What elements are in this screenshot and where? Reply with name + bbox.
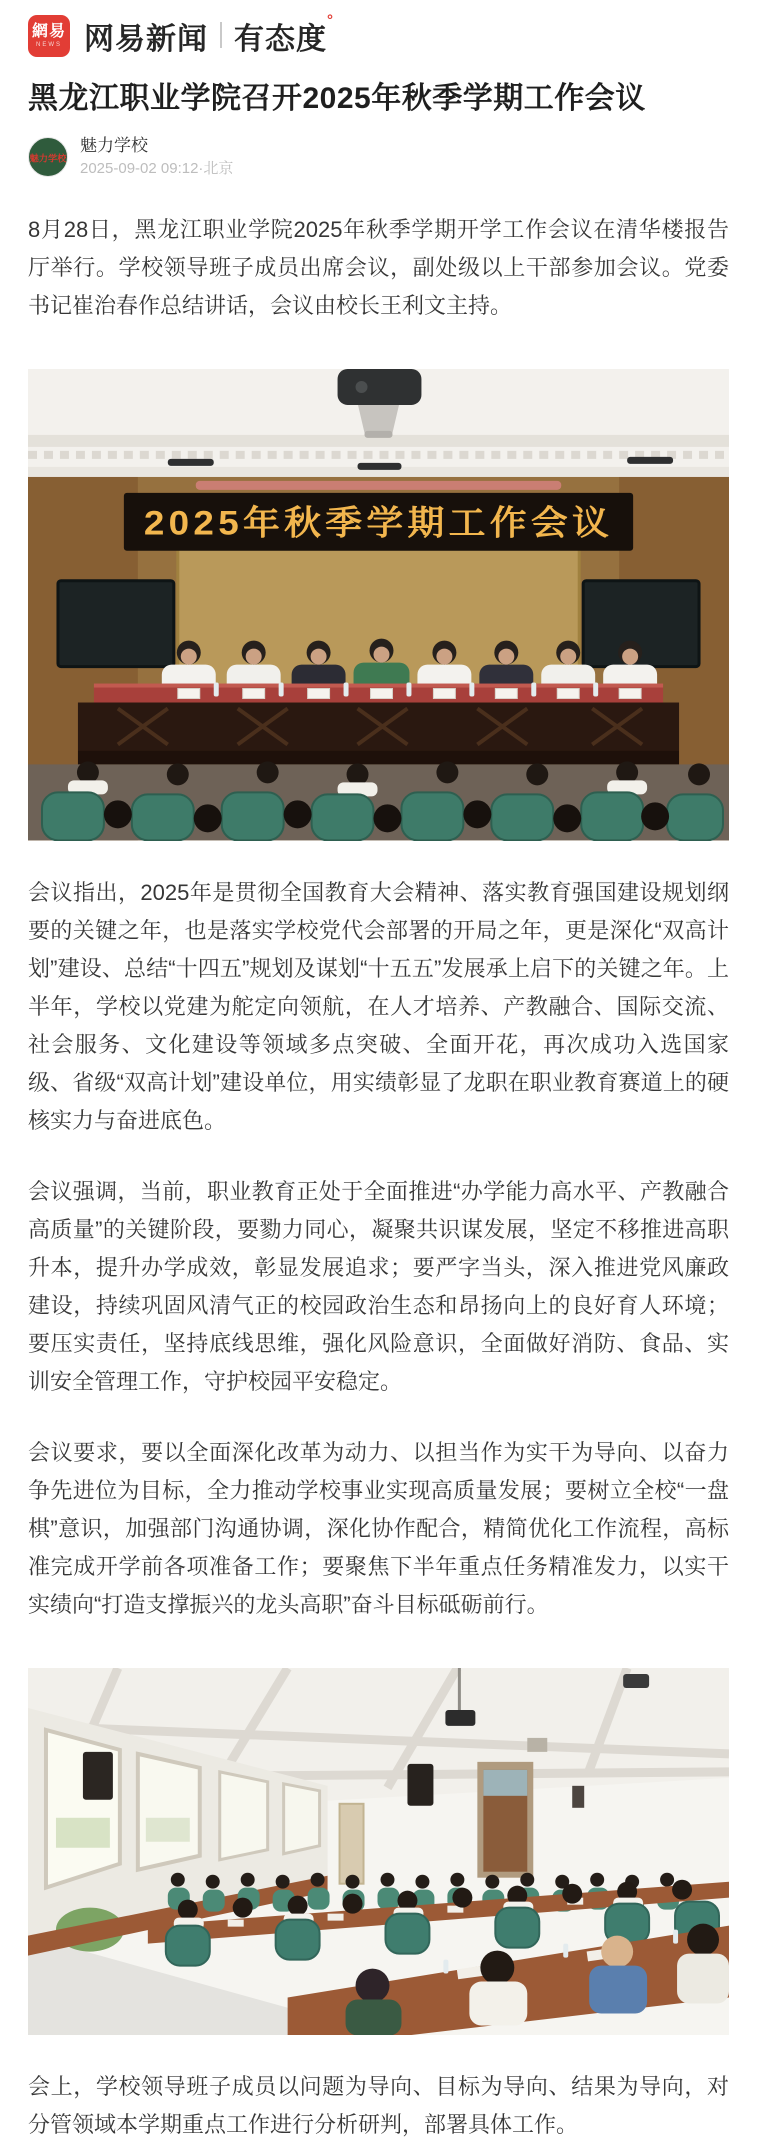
brand-divider (220, 22, 222, 48)
netease-logo-subtext: NEWS (36, 42, 62, 48)
article-photo-audience-room[interactable] (28, 1668, 729, 2035)
author-avatar-text: 魅力学校 (29, 153, 67, 165)
article-title: 黑龙江职业学院召开2025年秋季学期工作会议 (28, 82, 646, 115)
photo1-head-table (78, 683, 679, 765)
article-paragraph: 8月28日，黑龙江职业学院2025年秋季学期开学工作会议在清华楼报告厅举行。学校领导班子成员出席会议，副处级以上干部参加会议。党委书记崔治春作总结讲话，会议由校长王利文主持。 (28, 217, 729, 319)
photo2-illustration (28, 1668, 729, 2035)
site-header (28, 0, 729, 60)
publish-meta: 2025-09-02 09:12·北京 (80, 160, 234, 178)
article-photo-meeting-stage[interactable] (28, 369, 729, 840)
author-avatar[interactable] (28, 137, 68, 177)
article-paragraph: 会议指出，2025年是贯彻全国教育大会精神、落实教育强国建设规划纲要的关键之年，也是落实学校党代会部署的开局之年，更是深化“双高计划”建设、总结“十四五”规划及谋划“十五五”发展承上启下的关键之年。上半年，学校以党建为舵定向领航，在人才培养、产教融合、国际交流、社会服务、文化建设等领域多点突破、全面开花，再次成功入选国家级、省级“双高计划”建设单位，用实绩彰显了龙职在职业教育赛道上的硬核实力与奋进底色。 (28, 879, 729, 1133)
photo2-cabinet (340, 1804, 364, 1884)
slogan-trademark-icon: ° (327, 12, 333, 29)
photo1-illustration (28, 369, 729, 840)
brand-lockup (84, 14, 333, 58)
netease-logo-text: 網易 (31, 23, 66, 40)
photo1-banner-text: 2025年秋季学期工作会议 (143, 505, 577, 544)
author-info (80, 136, 233, 178)
article-body (28, 78, 729, 2144)
article-paragraph: 会议强调，当前，职业教育正处于全面推进“办学能力高水平、产教融合高质量”的关键阶段，要勠力同心，凝聚共识谋发展，坚定不移推进高职升本，提升办学成效，彰显发展追求；要严字当头，深入推进党风廉政建设，持续巩固风清气正的校园政治生态和昂扬向上的良好育人环境；要压实责任，坚持底线思维，强化风险意识，全面做好消防、食品、实训安全管理工作，守护校园平安稳定。 (28, 1178, 729, 1394)
author-name[interactable]: 魅力学校 (80, 136, 148, 155)
brand-slogan: 有态度 (234, 23, 327, 56)
photo2-door (477, 1762, 533, 1878)
article-paragraph: 会议要求，要以全面深化改革为动力、以担当作为实干为导向、以奋力争先进位为目标，全力推动学校事业实现高质量发展；要树立全校“一盘棋”意识，加强部门沟通协调，深化协作配合，精简优化工作流程，高标准完成开学前各项准备工作；要聚焦下半年重点任务精准发力，以实干实绩向“打造支撑振兴的龙头高职”奋斗目标砥砺前行。 (28, 1439, 729, 1617)
photo1-audience (28, 762, 729, 841)
author-row (28, 136, 729, 178)
article-paragraph: 会上，学校领导班子成员以问题为导向、目标为导向、结果为导向，对分管领域本学期重点工作进行分析研判，部署具体工作。 (28, 2074, 729, 2138)
netease-logo[interactable] (28, 15, 70, 57)
photo1-red-glow (196, 481, 561, 490)
photo1-banner (124, 493, 633, 551)
brand-name: 网易新闻 (84, 23, 208, 56)
